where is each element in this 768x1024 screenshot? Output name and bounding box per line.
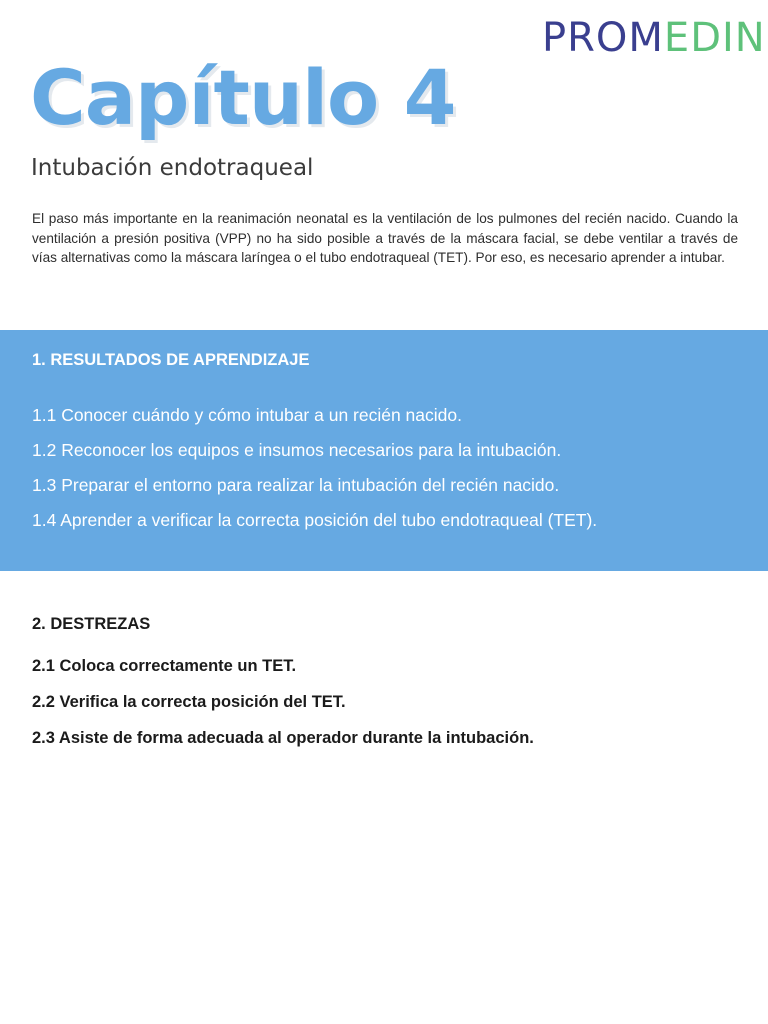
learning-outcome-item: 1.3 Preparar el entorno para realizar la intubación del recién nacido.	[32, 475, 560, 495]
chapter-subtitle: Intubación endotraqueal	[31, 155, 314, 181]
learning-outcome-item: 1.4 Aprender a verificar la correcta posición del tubo endotraqueal (TET).	[32, 510, 598, 530]
skill-item: 2.1 Coloca correctamente un TET.	[32, 657, 297, 675]
learning-outcomes-list	[32, 398, 752, 538]
skill-item: 2.2 Verifica la correcta posición del TET.	[32, 693, 346, 711]
logo-text-edin: EDIN	[663, 15, 766, 61]
learning-outcomes-heading: 1. RESULTADOS DE APRENDIZAJE	[32, 351, 310, 369]
skills-heading: 2. DESTREZAS	[32, 615, 151, 633]
learning-outcome-item: 1.2 Reconocer los equipos e insumos necesarios para la intubación.	[32, 440, 562, 460]
logo-text-prom: PROM	[542, 15, 664, 61]
skills-section	[32, 600, 752, 756]
skill-item: 2.3 Asiste de forma adecuada al operador durante la intubación.	[32, 729, 534, 747]
learning-outcomes-panel	[0, 330, 768, 571]
chapter-title: Capítulo 4	[30, 53, 456, 142]
learning-outcome-item: 1.1 Conocer cuándo y cómo intubar a un recién nacido.	[32, 405, 462, 425]
skills-list	[32, 648, 752, 756]
promedin-logo	[542, 14, 766, 62]
intro-paragraph: El paso más importante en la reanimación neonatal es la ventilación de los pulmones del recién nacido. Cuando la ventilación a presión positiva (VPP) no ha sido posible a través de la máscara facial, se debe ventilar a través de vías alternativas como la máscara laríngea o el tubo endotraqueal (TET). Por eso, es necesario aprender a intubar.	[32, 211, 738, 265]
